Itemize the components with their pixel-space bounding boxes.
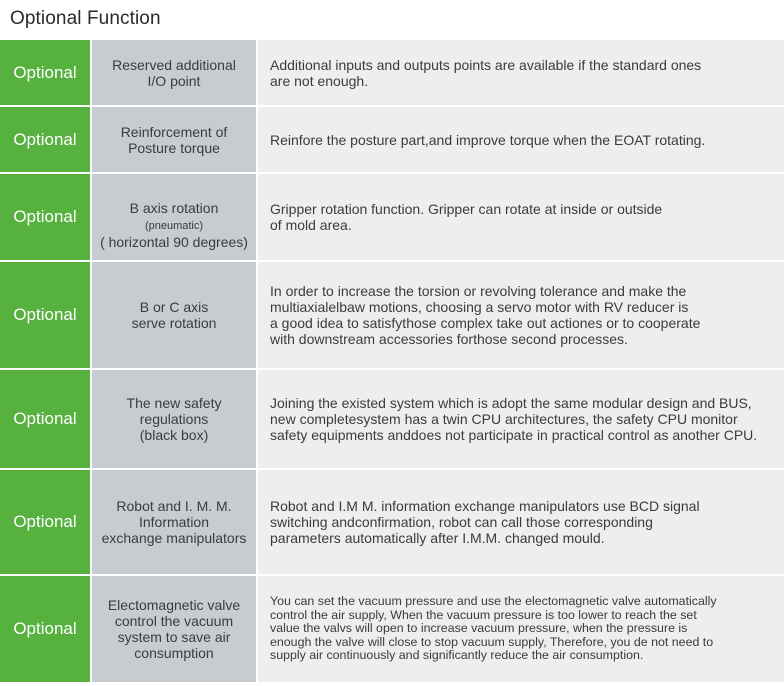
function-name xyxy=(92,174,258,260)
optional-function-table xyxy=(0,40,784,684)
function-description: Gripper rotation function. Gripper can rotate at inside or outside of mold area. xyxy=(258,174,784,260)
optional-tag: Optional xyxy=(0,262,92,368)
table-row xyxy=(0,107,784,174)
function-description: Additional inputs and outputs points are available if the standard ones are not enough. xyxy=(258,40,784,105)
function-name-line xyxy=(130,184,219,234)
optional-tag: Optional xyxy=(0,370,92,468)
function-description: Robot and I.M M. information exchange manipulators use BCD signal switching andconfirmation, robot can call those corresponding parameters automatically after I.M.M. changed mould. xyxy=(258,470,784,574)
page-title: Optional Function xyxy=(10,8,161,29)
function-name: The new safety regulations (black box) xyxy=(92,370,258,468)
function-name: Robot and I. M. M. Information exchange manipulators xyxy=(92,470,258,574)
function-name-second: ( horizontal 90 degrees) xyxy=(100,234,248,250)
table-row xyxy=(0,262,784,370)
optional-tag: Optional xyxy=(0,576,92,682)
function-description: In order to increase the torsion or revolving tolerance and make the multiaxialelbaw motions, choosing a servo motor with RV reducer is a good idea to satisfythose complex take out actiones or to cooperate with downstream accessories forthose second processes. xyxy=(258,262,784,368)
table-row xyxy=(0,576,784,684)
function-name: Reinforcement of Posture torque xyxy=(92,107,258,172)
table-row xyxy=(0,470,784,576)
function-name: Electomagnetic valve control the vacuum system to save air consumption xyxy=(92,576,258,682)
optional-tag: Optional xyxy=(0,174,92,260)
function-name: B or C axis serve rotation xyxy=(92,262,258,368)
table-row xyxy=(0,174,784,262)
function-description: Joining the existed system which is adopt the same modular design and BUS, new completesystem has a twin CPU architectures, the safety CPU monitor safety equipments anddoes not participate in practical control as another CPU. xyxy=(258,370,784,468)
optional-tag: Optional xyxy=(0,470,92,574)
optional-tag: Optional xyxy=(0,107,92,172)
function-name-note: (pneumatic) xyxy=(144,220,204,232)
optional-tag: Optional xyxy=(0,40,92,105)
function-description: Reinfore the posture part,and improve torque when the EOAT rotating. xyxy=(258,107,784,172)
function-name-main: B axis rotation xyxy=(129,200,219,216)
function-name: Reserved additional I/O point xyxy=(92,40,258,105)
function-description: You can set the vacuum pressure and use the electomagnetic valve automatically control the air supply, When the vacuum pressure is too lower to reach the set value the valvs will open to increase vacuum pressure, when the pressure is enough the valve will close to stop vacuum supply, Therefore, you de not need to supply air continuously and significantly reduce the air consumption. xyxy=(258,576,784,682)
table-row xyxy=(0,40,784,107)
table-row xyxy=(0,370,784,470)
